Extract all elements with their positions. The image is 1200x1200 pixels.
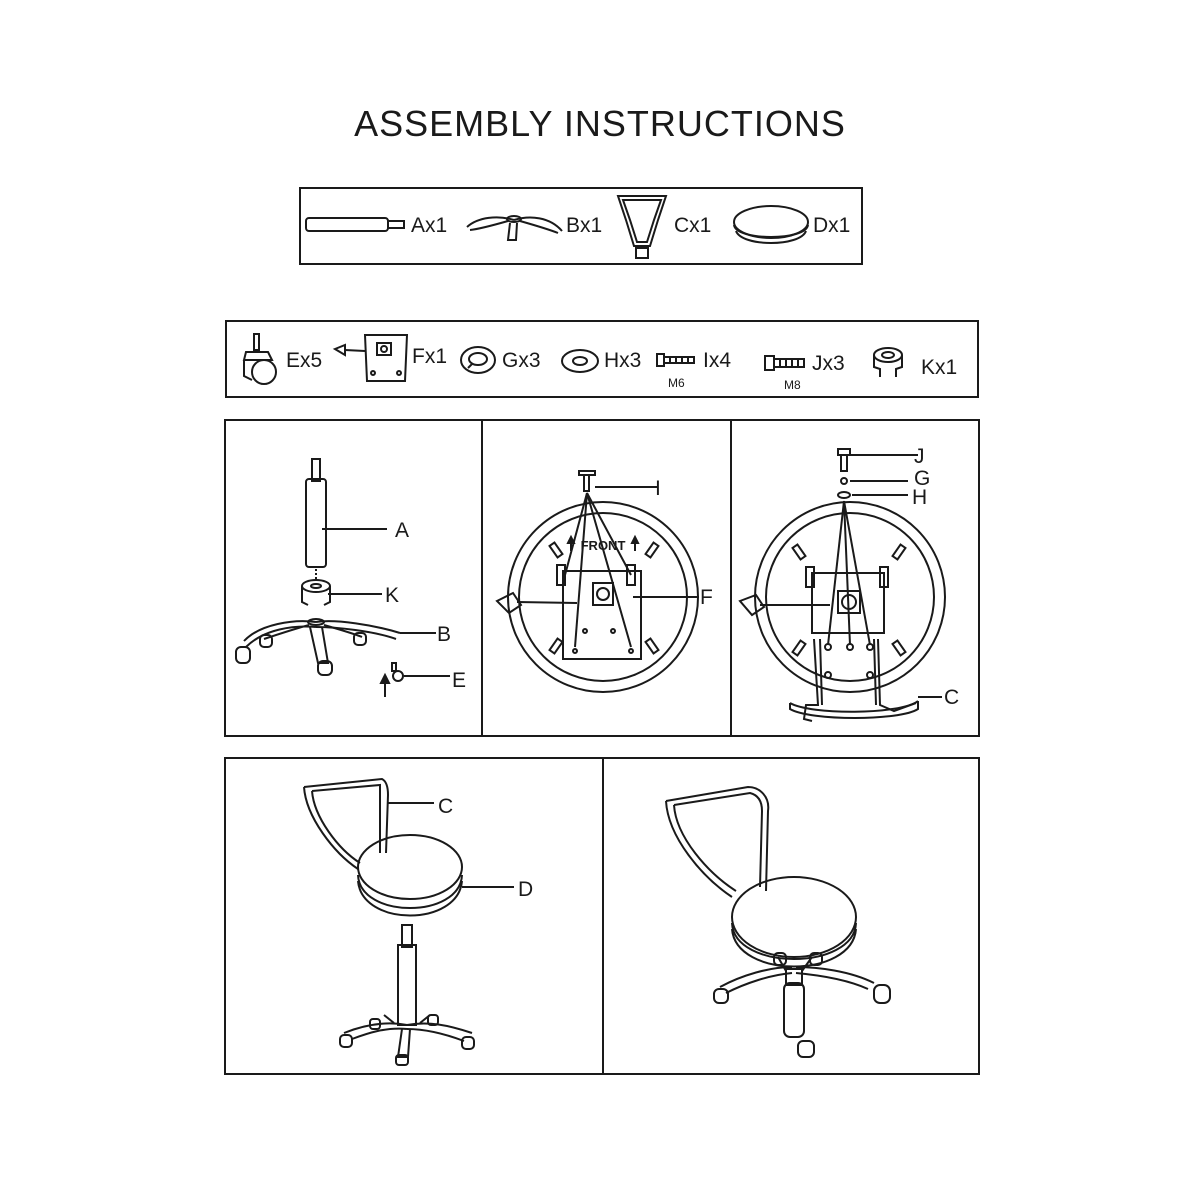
step4-seat-mount-drawing [224,757,604,1075]
part-label-h: Hx3 [604,349,642,372]
part-size-i: M6 [668,376,685,390]
step2-mechanism-plate-drawing [481,419,732,737]
step4-callout-c: C [438,795,454,818]
page-title: ASSEMBLY INSTRUCTIONS [354,103,846,144]
part-label-k: Kx1 [921,356,958,379]
base-cap-icon [870,345,906,381]
m6-bolt-icon [656,352,696,368]
m8-bolt-icon [764,354,806,372]
step4-callout-d: D [518,878,534,901]
part-label-c: Cx1 [674,214,712,237]
front-label: FRONT [580,538,626,553]
step2-callout-i: I [655,477,661,500]
part-label-b: Bx1 [566,214,603,237]
part-label-j: Jx3 [812,352,845,375]
part-label-g: Gx3 [502,349,541,372]
step1-callout-e: E [452,669,467,692]
step1-callout-a: A [395,519,410,542]
step3-callout-c: C [944,686,960,709]
flat-washer-icon [560,348,600,374]
step1-base-assembly-drawing [224,419,483,737]
part-label-d: Dx1 [813,214,851,237]
step5-finished-chair-drawing [602,757,980,1075]
seat-cushion-icon [732,203,810,251]
step3-callout-g: G [914,467,931,490]
part-label-a: Ax1 [411,214,448,237]
step3-callout-h: H [912,486,928,509]
part-label-f: Fx1 [412,345,448,368]
step1-callout-b: B [437,623,452,646]
step3-callout-j: J [914,445,925,468]
caster-wheel-icon [238,330,282,388]
spring-washer-icon [458,344,498,376]
step1-callout-k: K [385,584,400,607]
part-label-i: Ix4 [703,349,732,372]
mechanism-plate-icon [333,333,409,383]
part-size-j: M8 [784,378,801,392]
step3-backrest-attach-drawing [730,419,980,737]
backrest-icon [614,190,670,262]
step2-callout-f: F [700,586,713,609]
gas-lift-cylinder-icon [305,214,405,236]
five-star-base-icon [464,205,564,243]
part-label-e: Ex5 [286,349,323,372]
